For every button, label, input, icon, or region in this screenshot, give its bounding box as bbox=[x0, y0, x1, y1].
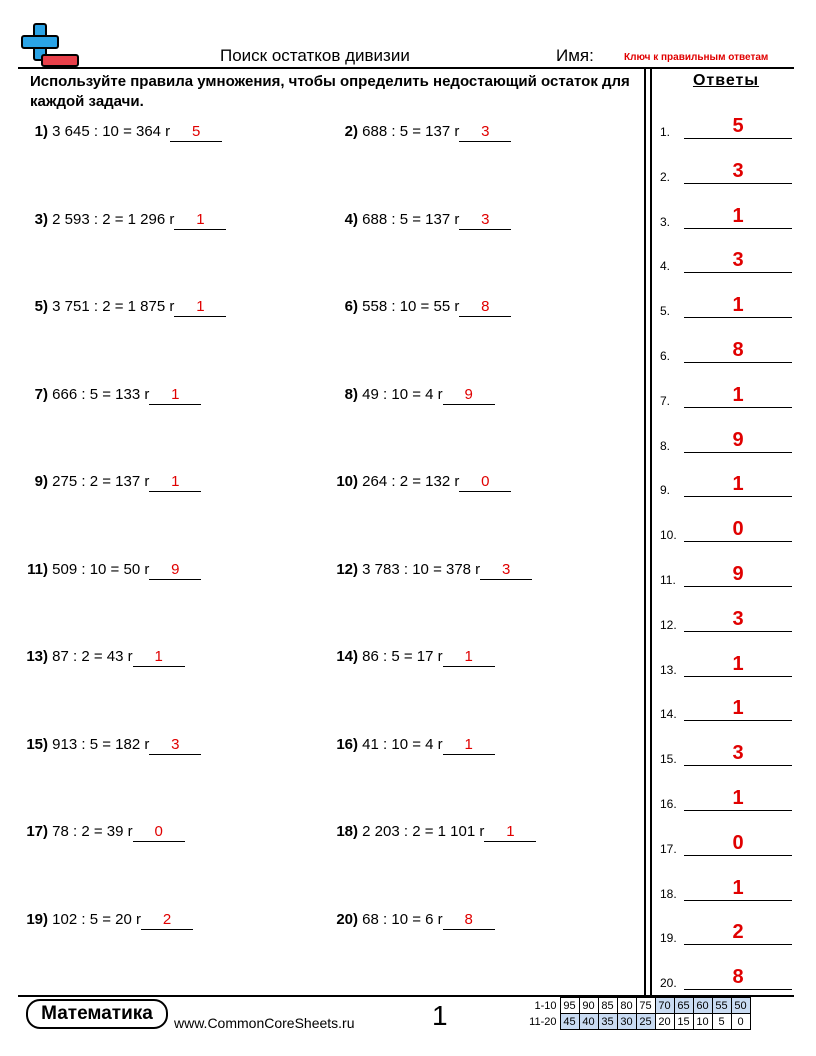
answer-blank[interactable]: 3 bbox=[459, 122, 511, 142]
answer-blank[interactable]: 1 bbox=[149, 472, 201, 492]
problem-number: 2) bbox=[344, 123, 358, 140]
answer-blank[interactable]: 8 bbox=[459, 297, 511, 317]
problem-item bbox=[20, 122, 222, 144]
problem-number: 14) bbox=[336, 648, 358, 665]
answer-number: 10. bbox=[660, 528, 677, 543]
answer-value: 1 bbox=[732, 383, 744, 406]
answer-value: 1 bbox=[732, 473, 744, 496]
answer-key-item bbox=[658, 653, 792, 677]
problem-item bbox=[330, 910, 495, 932]
score-row-label: 11-20 bbox=[529, 1015, 557, 1028]
answer-blank[interactable]: 9 bbox=[149, 560, 201, 580]
answer-line bbox=[684, 586, 792, 587]
score-cell: 50 bbox=[731, 998, 750, 1014]
answer-blank[interactable]: 1 bbox=[443, 647, 495, 667]
problem-expression: 102 : 5 = 20 r bbox=[52, 910, 141, 928]
score-cell: 75 bbox=[636, 998, 655, 1014]
answer-value: 3 bbox=[732, 249, 744, 272]
name-label: Имя: bbox=[556, 46, 594, 65]
answer-blank[interactable]: 1 bbox=[149, 385, 201, 405]
logo-plus-minus-icon bbox=[20, 22, 80, 68]
answer-line bbox=[684, 138, 792, 139]
column-divider-right bbox=[650, 67, 652, 997]
score-cell: 60 bbox=[693, 998, 712, 1014]
problem-item bbox=[330, 560, 532, 582]
answer-blank[interactable]: 0 bbox=[133, 822, 185, 842]
score-row-label: 1-10 bbox=[534, 999, 557, 1012]
answer-value: 3 bbox=[732, 607, 744, 630]
problem-number: 10) bbox=[336, 473, 358, 490]
problem-item bbox=[330, 735, 495, 757]
problem-number: 13) bbox=[26, 648, 48, 665]
answer-line bbox=[684, 810, 792, 811]
answer-key-item bbox=[658, 249, 792, 273]
problem-expression: 3 751 : 2 = 1 875 r bbox=[52, 298, 175, 315]
score-row-11-20 bbox=[524, 1014, 750, 1030]
problem-item bbox=[20, 560, 201, 582]
problem-expression: 558 : 10 = 55 r bbox=[362, 298, 460, 315]
score-cell: 55 bbox=[712, 998, 731, 1014]
answer-blank[interactable]: 9 bbox=[443, 385, 495, 405]
answer-key-item bbox=[658, 563, 792, 587]
instructions: Используйте правила умножения, чтобы определить недостающий остаток для каждой задачи. bbox=[30, 73, 630, 110]
problem-item bbox=[330, 472, 511, 494]
problem-item bbox=[20, 385, 201, 407]
answer-key-label: Ключ к правильным ответам bbox=[624, 52, 769, 63]
answer-blank[interactable]: 0 bbox=[459, 472, 511, 492]
answer-line bbox=[684, 720, 792, 721]
answer-line bbox=[684, 272, 792, 273]
answer-key-item bbox=[658, 339, 792, 363]
problem-item bbox=[20, 647, 185, 669]
site-url[interactable]: www.CommonCoreSheets.ru bbox=[174, 1015, 355, 1031]
problem-item bbox=[330, 822, 536, 844]
score-cell: 25 bbox=[636, 1014, 655, 1030]
problem-expression: 49 : 10 = 4 r bbox=[362, 385, 443, 403]
answer-value: 0 bbox=[732, 518, 744, 541]
answer-blank[interactable]: 1 bbox=[174, 210, 226, 230]
answer-number: 2. bbox=[660, 169, 671, 184]
answer-value: 1 bbox=[732, 204, 744, 227]
score-cell: 40 bbox=[579, 1014, 598, 1030]
answer-blank[interactable]: 3 bbox=[459, 210, 511, 230]
answer-number: 16. bbox=[660, 797, 677, 811]
problem-number: 4) bbox=[344, 210, 358, 228]
answer-blank[interactable]: 3 bbox=[480, 560, 532, 580]
answer-line bbox=[684, 407, 792, 408]
brand-badge: Математика bbox=[26, 999, 168, 1029]
answer-number: 8. bbox=[660, 438, 671, 453]
score-cell: 30 bbox=[617, 1014, 636, 1030]
answer-key-item bbox=[658, 115, 792, 139]
answer-number: 7. bbox=[660, 393, 671, 408]
problem-item bbox=[330, 122, 511, 144]
problem-number: 19) bbox=[26, 910, 48, 928]
problem-expression: 509 : 10 = 50 r bbox=[52, 560, 150, 578]
answer-value: 9 bbox=[732, 563, 744, 585]
problem-expression: 2 203 : 2 = 1 101 r bbox=[362, 823, 485, 840]
problem-number: 9) bbox=[34, 473, 48, 490]
answer-value: 1 bbox=[732, 697, 744, 720]
problem-number: 20) bbox=[336, 910, 358, 928]
score-cell: 45 bbox=[560, 1014, 579, 1030]
problem-expression: 78 : 2 = 39 r bbox=[52, 823, 133, 840]
answer-number: 15. bbox=[660, 752, 677, 767]
score-cell: 5 bbox=[712, 1014, 731, 1030]
answer-value: 9 bbox=[732, 428, 744, 451]
problem-number: 11) bbox=[27, 560, 48, 578]
problem-expression: 86 : 5 = 17 r bbox=[362, 648, 443, 665]
answer-key-item bbox=[658, 921, 792, 945]
score-cell: 80 bbox=[617, 998, 636, 1014]
answer-value: 0 bbox=[732, 831, 744, 854]
answer-number: 13. bbox=[660, 662, 677, 677]
answer-line bbox=[684, 362, 792, 363]
problem-item bbox=[330, 210, 511, 232]
answer-number: 19. bbox=[660, 931, 677, 946]
score-cell: 90 bbox=[579, 998, 598, 1014]
answer-line bbox=[684, 183, 792, 184]
answer-number: 11. bbox=[660, 573, 676, 587]
score-cell: 70 bbox=[655, 998, 674, 1014]
answer-number: 6. bbox=[660, 349, 671, 363]
header-divider bbox=[18, 67, 794, 69]
answer-key-item bbox=[658, 473, 792, 497]
answer-value: 8 bbox=[732, 339, 744, 361]
answer-key-item bbox=[658, 877, 792, 901]
problem-expression: 41 : 10 = 4 r bbox=[362, 735, 443, 753]
answer-blank[interactable]: 1 bbox=[484, 822, 536, 842]
problem-number: 3) bbox=[34, 210, 48, 228]
problem-item bbox=[20, 910, 193, 932]
answer-number: 17. bbox=[660, 841, 677, 856]
answers-title: Ответы bbox=[692, 72, 760, 89]
problem-expression: 87 : 2 = 43 r bbox=[52, 648, 133, 665]
answer-value: 1 bbox=[732, 876, 744, 899]
answer-key-item bbox=[658, 294, 792, 318]
problem-number: 5) bbox=[34, 298, 48, 315]
problem-number: 16) bbox=[336, 735, 358, 753]
problem-expression: 275 : 2 = 137 r bbox=[52, 473, 150, 490]
answer-key-item bbox=[658, 832, 792, 856]
answer-value: 1 bbox=[732, 787, 744, 809]
problem-number: 1) bbox=[34, 123, 48, 140]
problem-item bbox=[330, 385, 495, 407]
score-cell: 20 bbox=[655, 1014, 674, 1030]
problem-number: 15) bbox=[26, 735, 48, 753]
score-row-1-10 bbox=[524, 998, 750, 1014]
problem-item bbox=[20, 472, 201, 494]
answer-key-item bbox=[658, 518, 792, 542]
answer-value: 3 bbox=[732, 159, 744, 182]
answer-line bbox=[684, 452, 792, 453]
problem-item bbox=[20, 297, 226, 319]
problem-expression: 2 593 : 2 = 1 296 r bbox=[52, 210, 175, 228]
answer-blank[interactable]: 3 bbox=[149, 735, 201, 755]
problem-item bbox=[330, 647, 495, 669]
problem-item bbox=[20, 210, 226, 232]
problem-item bbox=[20, 735, 201, 757]
answer-number: 3. bbox=[660, 214, 671, 229]
answer-line bbox=[684, 989, 792, 990]
answer-number: 9. bbox=[660, 483, 671, 498]
problem-expression: 68 : 10 = 6 r bbox=[362, 910, 443, 928]
answer-value: 8 bbox=[732, 966, 744, 989]
answer-line bbox=[684, 944, 792, 945]
problem-number: 12) bbox=[336, 560, 358, 578]
score-cell: 85 bbox=[598, 998, 617, 1014]
problem-expression: 264 : 2 = 132 r bbox=[362, 473, 460, 490]
answer-line bbox=[684, 900, 792, 901]
answer-key-item bbox=[658, 384, 792, 408]
answer-blank[interactable]: 1 bbox=[174, 297, 226, 317]
answer-line bbox=[684, 317, 792, 318]
answer-blank[interactable]: 2 bbox=[141, 910, 193, 930]
answer-value: 5 bbox=[732, 115, 744, 137]
column-divider-left bbox=[644, 67, 646, 997]
problem-item bbox=[20, 822, 185, 844]
answer-key-item bbox=[658, 608, 792, 632]
answer-line bbox=[684, 496, 792, 497]
score-cell: 95 bbox=[560, 998, 579, 1014]
problem-expression: 913 : 5 = 182 r bbox=[52, 735, 150, 753]
problem-item bbox=[330, 297, 511, 319]
score-cell: 65 bbox=[674, 998, 693, 1014]
answer-blank[interactable]: 1 bbox=[133, 647, 185, 667]
problem-expression: 3 645 : 10 = 364 r bbox=[52, 123, 171, 140]
answer-number: 20. bbox=[660, 976, 677, 991]
problem-expression: 688 : 5 = 137 r bbox=[362, 210, 460, 228]
answer-key-item bbox=[658, 429, 792, 453]
answer-value: 3 bbox=[732, 742, 744, 765]
answer-line bbox=[684, 541, 792, 542]
answer-key-item bbox=[658, 742, 792, 766]
problem-number: 7) bbox=[34, 385, 48, 403]
page-number: 1 bbox=[432, 1000, 448, 1031]
answer-line bbox=[684, 676, 792, 677]
answer-blank[interactable]: 1 bbox=[443, 735, 495, 755]
answer-number: 5. bbox=[660, 304, 671, 319]
answer-line bbox=[684, 228, 792, 229]
problem-number: 8) bbox=[344, 385, 358, 403]
answer-line bbox=[684, 855, 792, 856]
answer-value: 1 bbox=[732, 652, 744, 675]
answer-line bbox=[684, 765, 792, 766]
answer-line bbox=[684, 631, 792, 632]
score-table bbox=[524, 997, 751, 1030]
answer-number: 1. bbox=[660, 125, 671, 139]
answer-number: 12. bbox=[660, 617, 677, 632]
answer-number: 14. bbox=[660, 707, 677, 722]
problem-expression: 688 : 5 = 137 r bbox=[362, 123, 460, 140]
score-cell: 35 bbox=[598, 1014, 617, 1030]
problem-number: 17) bbox=[26, 823, 48, 840]
answer-number: 18. bbox=[660, 886, 677, 901]
answer-number: 4. bbox=[660, 259, 671, 274]
problem-expression: 666 : 5 = 133 r bbox=[52, 385, 150, 403]
answer-key-item bbox=[658, 697, 792, 721]
problem-expression: 3 783 : 10 = 378 r bbox=[362, 560, 481, 578]
problem-number: 6) bbox=[344, 298, 358, 315]
answer-key-item bbox=[658, 160, 792, 184]
worksheet-title: Поиск остатков дивизии bbox=[220, 46, 410, 65]
problem-number: 18) bbox=[336, 823, 358, 840]
answer-value: 1 bbox=[732, 294, 744, 317]
score-cell: 0 bbox=[731, 1014, 750, 1030]
answer-key-item bbox=[658, 205, 792, 229]
answer-key-item bbox=[658, 966, 792, 990]
answer-blank[interactable]: 8 bbox=[443, 910, 495, 930]
answer-blank[interactable]: 5 bbox=[170, 122, 222, 142]
answer-key-item bbox=[658, 787, 792, 811]
score-cell: 10 bbox=[693, 1014, 712, 1030]
answer-value: 2 bbox=[732, 921, 744, 944]
score-cell: 15 bbox=[674, 1014, 693, 1030]
